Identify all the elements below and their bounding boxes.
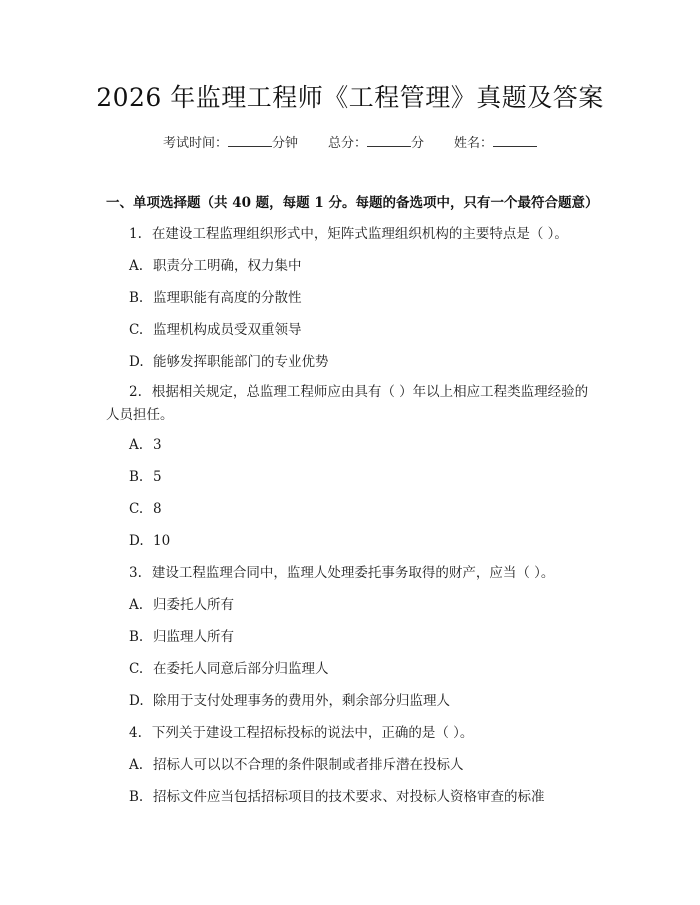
option-2-c (129, 498, 162, 521)
question-text: 下列关于建设工程招标投标的说法中，正确的是（ ）。 (151, 725, 474, 741)
option-1-c (129, 319, 302, 342)
option-1-d (129, 351, 329, 374)
option-letter: D. (129, 354, 144, 370)
option-text: 8 (153, 501, 162, 517)
option-2-b (129, 466, 162, 489)
option-letter: A. (129, 258, 144, 274)
option-letter: A. (129, 597, 144, 613)
option-3-d (129, 690, 450, 713)
exam-time-unit: 分钟 (271, 136, 298, 151)
option-text: 在委托人同意后部分归监理人 (153, 661, 329, 677)
option-text: 监理职能有高度的分散性 (153, 290, 302, 306)
option-letter: B. (129, 629, 144, 645)
option-2-a (129, 434, 162, 457)
option-text: 招标文件应当包括招标项目的技术要求、对投标人资格审查的标准 (153, 789, 545, 805)
exam-info-line (0, 132, 700, 151)
option-text: 10 (153, 533, 171, 549)
option-letter: D. (129, 533, 144, 549)
option-4-a (129, 754, 464, 777)
option-3-b (129, 626, 234, 649)
question-text: 建设工程监理合同中，监理人处理委托事务取得的财产，应当（ ）。 (151, 565, 555, 581)
question-number: 2. (129, 384, 142, 400)
option-letter: C. (129, 501, 144, 517)
option-text: 5 (153, 469, 162, 485)
option-letter: A. (129, 757, 144, 773)
option-text: 监理机构成员受双重领导 (153, 322, 302, 338)
name-label: 姓名： (454, 136, 494, 151)
exam-time-label: 考试时间： (162, 136, 228, 151)
option-3-a (129, 594, 234, 617)
option-letter: B. (129, 469, 144, 485)
option-text: 职责分工明确，权力集中 (153, 258, 302, 274)
question-2 (106, 381, 600, 427)
name-blank (493, 146, 537, 147)
option-1-b (129, 287, 302, 310)
option-text: 除用于支付处理事务的费用外，剩余部分归监理人 (153, 693, 450, 709)
option-letter: C. (129, 661, 144, 677)
question-number: 1. (129, 226, 142, 242)
exam-time-blank (228, 146, 272, 147)
option-text: 3 (153, 437, 162, 453)
total-score-blank (367, 146, 411, 147)
option-letter: A. (129, 437, 144, 453)
option-letter: B. (129, 789, 144, 805)
option-text: 招标人可以以不合理的条件限制或者排斥潜在投标人 (153, 757, 464, 773)
option-4-b (129, 786, 545, 809)
option-3-c (129, 658, 329, 681)
exam-time-field (163, 132, 298, 151)
option-text: 归监理人所有 (153, 629, 234, 645)
option-letter: C. (129, 322, 144, 338)
question-4 (129, 722, 599, 745)
option-letter: D. (129, 693, 144, 709)
option-text: 能够发挥职能部门的专业优势 (153, 354, 329, 370)
total-score-label: 总分： (327, 136, 367, 151)
question-text: 在建设工程监理组织形式中，矩阵式监理组织机构的主要特点是（ ）。 (151, 226, 568, 242)
question-1 (129, 223, 599, 246)
question-number: 4. (129, 725, 142, 741)
total-score-unit: 分 (411, 136, 425, 151)
total-score-field (328, 132, 424, 151)
option-1-a (129, 255, 302, 278)
section-heading: 一、单项选择题（共 40 题，每题 1 分。每题的备选项中，只有一个最符合题意） (106, 195, 599, 211)
question-3 (129, 562, 599, 585)
option-letter: B. (129, 290, 144, 306)
question-number: 3. (129, 565, 142, 581)
name-field (454, 132, 537, 151)
option-2-d (129, 530, 170, 553)
page-title: 2026 年监理工程师《工程管理》真题及答案 (96, 83, 604, 112)
option-text: 归委托人所有 (153, 597, 234, 613)
question-text: 根据相关规定，总监理工程师应由具有（ ）年以上相应工程类监理经验的人员担任。 (106, 384, 589, 423)
